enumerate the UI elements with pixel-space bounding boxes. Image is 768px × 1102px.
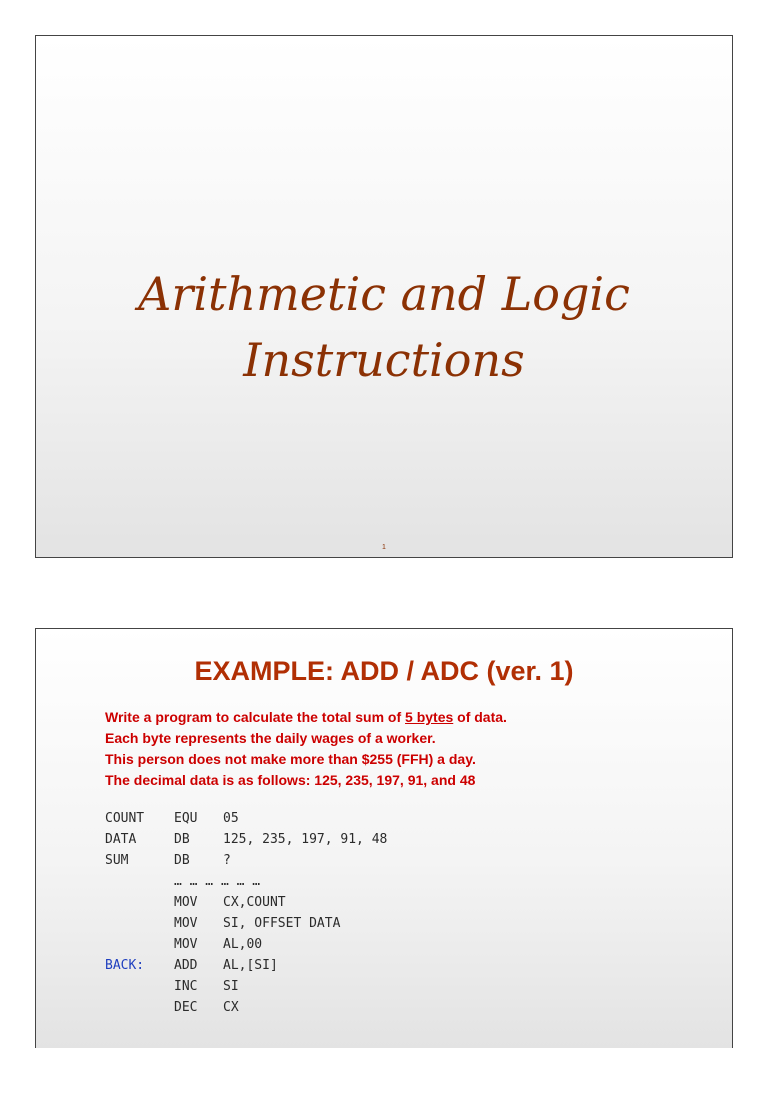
code-line (105, 913, 341, 934)
code-mnemonic: MOV (174, 937, 198, 952)
code-label: SUM (105, 853, 129, 868)
code-operand: 125, 235, 197, 91, 48 (223, 832, 388, 847)
code-mnemonic: MOV (174, 895, 198, 910)
description-line-3: This person does not make more than $255 (FFH) a day. (105, 751, 476, 767)
underlined-text: 5 bytes (405, 709, 454, 725)
slide-1 (35, 35, 733, 558)
code-line (105, 955, 278, 976)
code-line (105, 871, 261, 892)
code-operand: CX,COUNT (223, 895, 286, 910)
code-operand: ? (223, 853, 231, 868)
code-mnemonic: INC (174, 979, 198, 994)
code-operand: CX (223, 1000, 239, 1015)
slide-title-line-2: Instructions (243, 333, 525, 387)
code-mnemonic: MOV (174, 916, 198, 931)
description-line-2: Each byte represents the daily wages of a worker. (105, 730, 436, 746)
code-line (105, 997, 239, 1018)
slide-2 (35, 628, 733, 1048)
slide-page-number: 1 (382, 544, 386, 551)
code-mnemonic: DB (174, 832, 190, 847)
slide-title: EXAMPLE: ADD / ADC (ver. 1) (194, 656, 574, 686)
code-mnemonic: EQU (174, 811, 198, 826)
code-operand: AL,[SI] (223, 958, 278, 973)
description-line-1 (105, 707, 507, 728)
code-mnemonic: DEC (174, 1000, 198, 1015)
code-mnemonic: DB (174, 853, 190, 868)
code-line (105, 892, 286, 913)
assembly-code-listing (105, 808, 388, 1018)
code-mnemonic: ADD (174, 958, 198, 973)
code-line (105, 976, 239, 997)
slide-title-line-1: Arithmetic and Logic (138, 267, 630, 321)
code-operand: 05 (223, 811, 239, 826)
code-label: DATA (105, 832, 137, 847)
description-line-4: The decimal data is as follows: 125, 235, 197, 91, and 48 (105, 772, 476, 788)
code-label-back: BACK: (105, 958, 145, 973)
code-label: COUNT (105, 811, 145, 826)
slide-title (36, 261, 732, 393)
code-line (105, 850, 231, 871)
code-line (105, 934, 263, 955)
code-operand: SI (223, 979, 239, 994)
description-text: of data. (453, 709, 507, 725)
code-operand: AL,00 (223, 937, 263, 952)
code-line (105, 829, 388, 850)
description-text: Write a program to calculate the total sum of (105, 709, 406, 725)
code-operand: SI, OFFSET DATA (223, 916, 341, 931)
code-ellipsis: … … … … … … (174, 874, 261, 889)
problem-description (105, 707, 507, 791)
code-line (105, 808, 239, 829)
